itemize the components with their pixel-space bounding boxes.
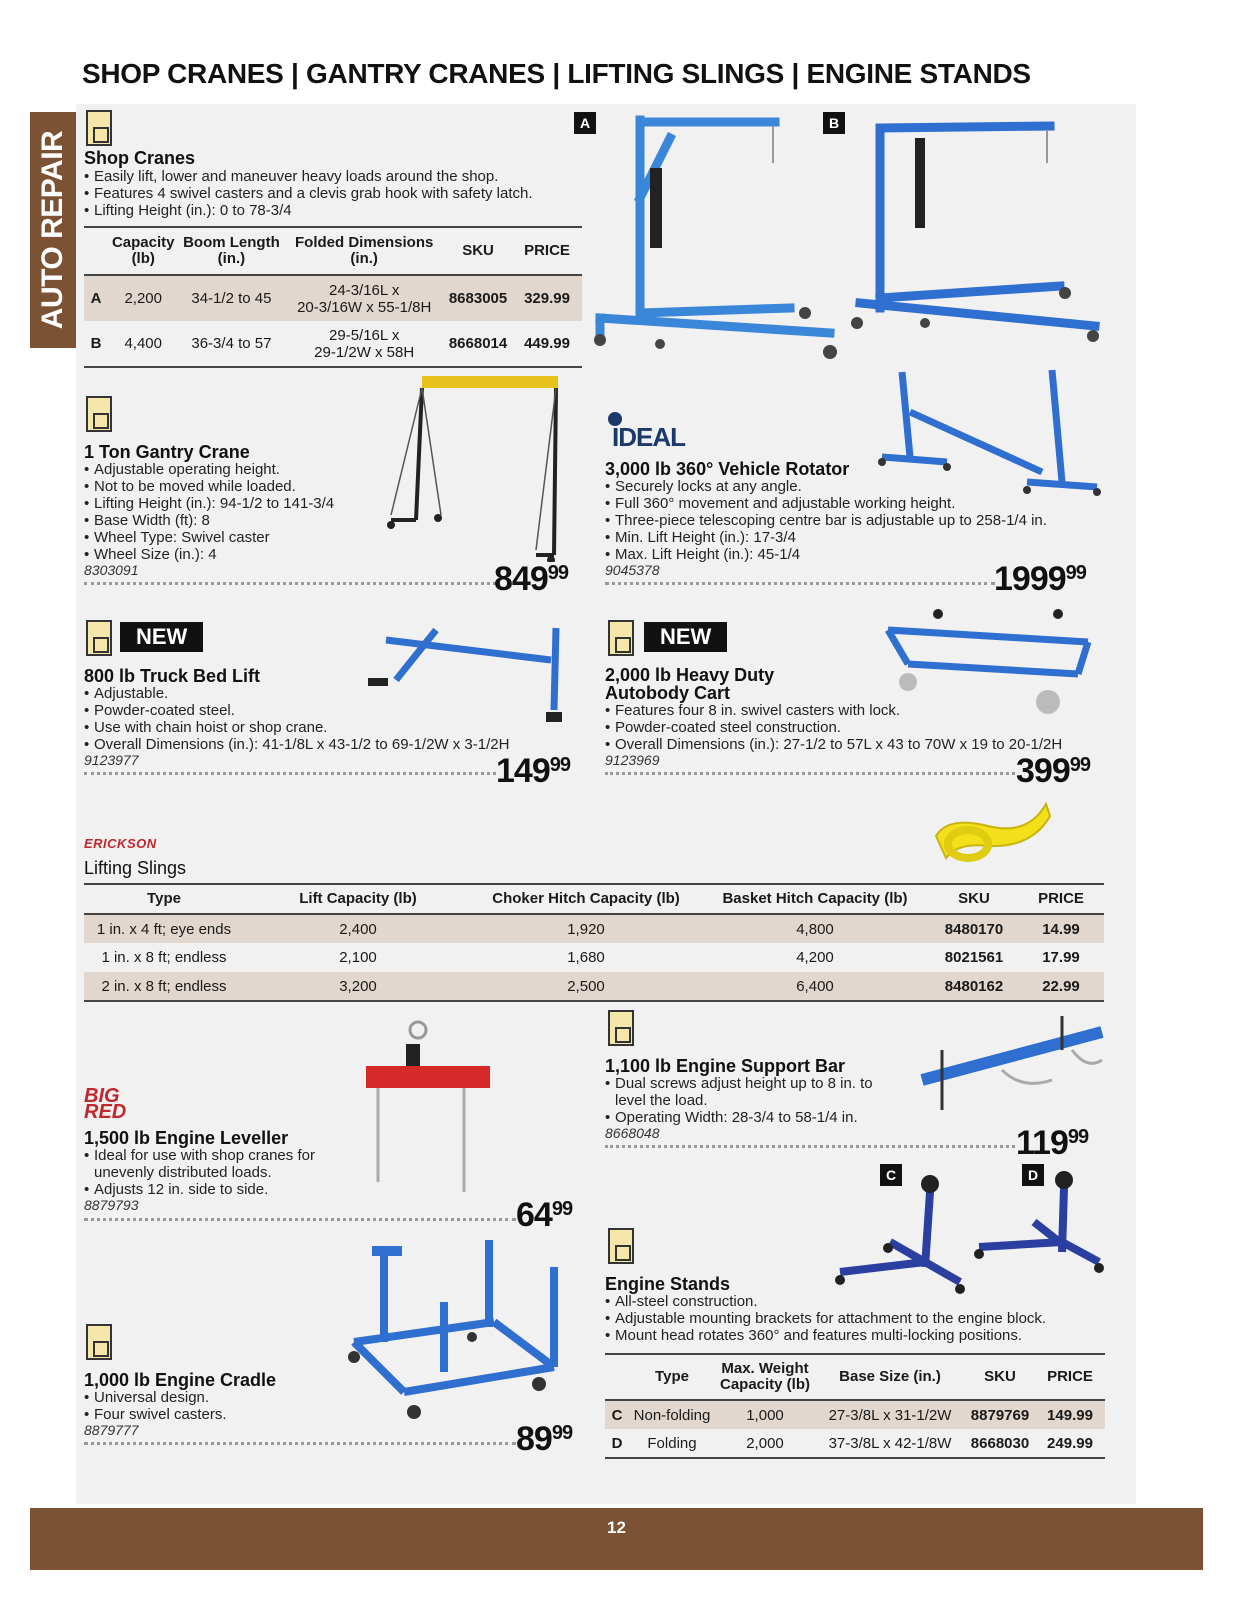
col-header: Choker Hitch Capacity (lb)	[492, 890, 680, 907]
price-dollars: 119	[1016, 1124, 1068, 1162]
bullet: • Use with chain hoist or shop crane.	[84, 719, 564, 736]
bullet: • Overall Dimensions (in.): 41-1/8L x 43-1/2 to 69-1/2W x 3-1/2H	[84, 736, 564, 753]
table-row	[605, 1429, 1105, 1458]
cell: 24-3/16L x	[329, 281, 400, 299]
cradle-sku: 8879777	[84, 1422, 139, 1438]
bullet: • Features 4 swivel casters and a clevis grab hook with safety latch.	[84, 185, 584, 202]
new-badge: NEW	[120, 622, 203, 652]
power-fist-logo	[608, 1228, 634, 1264]
cradle-title: 1,000 lb Engine Cradle	[84, 1370, 277, 1390]
cell: 4,400	[124, 335, 162, 352]
cell-sku: 8480170	[930, 914, 1018, 943]
price-dollars: 1999	[994, 560, 1066, 598]
price-dollars: 149	[496, 752, 550, 790]
bullet: • Dual screws adjust height up to 8 in. to level the load.	[605, 1075, 895, 1109]
ideal-logo	[608, 412, 685, 452]
price-dollars: 399	[1016, 752, 1070, 790]
cell: 3,200	[244, 972, 472, 1001]
bullet: • Powder-coated steel construction.	[605, 719, 1105, 736]
cell: 2 in. x 8 ft; endless	[84, 972, 244, 1001]
divider	[605, 582, 995, 585]
bullet: • Easily lift, lower and maneuver heavy loads around the shop.	[84, 168, 584, 185]
gantry-bullets	[84, 461, 394, 563]
col-header: PRICE	[1047, 1368, 1093, 1385]
rotator-title: 3,000 lb 360° Vehicle Rotator	[605, 459, 850, 479]
truckbed-price	[496, 752, 570, 791]
cell-sku: 8683005	[444, 275, 512, 321]
shop-cranes-title: Shop Cranes	[84, 148, 196, 168]
side-tab-label: AUTO REPAIR	[36, 130, 69, 330]
cell: 29-5/16L x	[329, 326, 400, 344]
bullet: • Securely locks at any angle.	[605, 478, 1105, 495]
divider	[605, 772, 1015, 775]
support-bar-title: 1,100 lb Engine Support Bar	[605, 1056, 846, 1076]
cell-price: 149.99	[1035, 1400, 1105, 1429]
bullet: • Wheel Size (in.): 4	[84, 546, 394, 563]
bullet: • Ideal for use with shop cranes for unevenly distributed loads.	[84, 1147, 346, 1181]
cell: 27-3/8L x 31-1/2W	[815, 1400, 965, 1429]
col-header: SKU	[462, 242, 494, 259]
bullet: • Base Width (ft): 8	[84, 512, 394, 529]
cell-price: 17.99	[1042, 949, 1080, 966]
divider	[84, 582, 496, 585]
power-fist-logo	[86, 1324, 112, 1360]
side-tab	[30, 112, 76, 348]
col-header: Basket Hitch Capacity (lb)	[722, 890, 908, 907]
engine-cradle-image	[344, 1232, 570, 1428]
bullet: • Min. Lift Height (in.): 17-3/4	[605, 529, 1105, 546]
gantry-title: 1 Ton Gantry Crane	[84, 442, 250, 462]
autobody-bullets	[605, 702, 1105, 753]
leveller-sku: 8879793	[84, 1197, 139, 1213]
bullet: • Features four 8 in. swivel casters with lock.	[605, 702, 1105, 719]
engine-stand-c-image	[830, 1162, 968, 1294]
rotator-price	[994, 560, 1086, 599]
bullet: • Lifting Height (in.): 0 to 78-3/4	[84, 202, 584, 219]
row-key: C	[605, 1400, 629, 1429]
bullet: • Not to be moved while loaded.	[84, 478, 394, 495]
truckbed-title: 800 lb Truck Bed Lift	[84, 666, 261, 686]
cell: Folding	[647, 1434, 697, 1452]
cell: 1,000	[715, 1400, 815, 1429]
cell: 34-1/2 to 45	[179, 275, 285, 321]
cell: 29-1/2W x 58H	[314, 343, 415, 361]
cell: 1 in. x 4 ft; eye ends	[84, 914, 244, 943]
cell: 6,400	[700, 972, 930, 1001]
bullet: • Adjustable.	[84, 685, 564, 702]
divider	[84, 1442, 516, 1445]
power-fist-logo	[608, 620, 634, 656]
cell-sku: 8668014	[448, 335, 508, 352]
divider	[84, 1218, 516, 1221]
cell: 2,500	[472, 972, 700, 1001]
image-label-a: A	[574, 112, 596, 134]
cell: 2,400	[244, 914, 472, 943]
cell-sku: 8668030	[970, 1434, 1030, 1452]
cell: 4,200	[796, 949, 834, 966]
col-header: Lift Capacity (lb)	[299, 890, 417, 907]
autobody-sku: 9123969	[605, 752, 660, 768]
table-row	[84, 914, 1104, 943]
col-header: Type	[147, 890, 181, 907]
rotator-sku: 9045378	[605, 562, 660, 578]
table-row	[84, 972, 1104, 1001]
col-header: PRICE	[524, 242, 570, 259]
bullet: • Adjustable mounting brackets for attachment to the engine block.	[605, 1310, 1105, 1327]
bullet: • Operating Width: 28-3/4 to 58-1/4 in.	[605, 1109, 895, 1126]
col-header: SKU	[958, 890, 990, 907]
col-header: Folded Dimensions (in.)	[295, 234, 434, 267]
divider	[84, 772, 496, 775]
bullet: • Adjustable operating height.	[84, 461, 394, 478]
stands-title: Engine Stands	[605, 1274, 731, 1294]
power-fist-logo	[86, 396, 112, 432]
leveller-bullets	[84, 1147, 346, 1198]
cell-sku: 8021561	[944, 949, 1004, 966]
cell: Non-folding	[629, 1400, 715, 1429]
cell-price: 22.99	[1018, 972, 1104, 1001]
cell-price: 14.99	[1018, 914, 1104, 943]
price-cents: 99	[549, 754, 570, 776]
cell: 2,000	[746, 1434, 784, 1452]
col-header: Type	[655, 1368, 689, 1385]
support-bar-bullets	[605, 1075, 895, 1126]
table-row	[84, 321, 582, 367]
power-fist-logo	[86, 620, 112, 656]
price-cents: 99	[1065, 562, 1086, 584]
autobody-title	[605, 666, 774, 702]
bullet: • All-steel construction.	[605, 1293, 1105, 1310]
table-row	[84, 275, 582, 321]
bullet: • Mount head rotates 360° and features multi-locking positions.	[605, 1327, 1105, 1344]
support-bar-sku: 8668048	[605, 1125, 660, 1141]
big-red-logo: BIG RED	[84, 1085, 127, 1123]
table-row	[605, 1400, 1105, 1429]
shop-cranes-bullets	[84, 168, 584, 219]
cell: 36-3/4 to 57	[191, 335, 272, 352]
row-key: D	[611, 1434, 623, 1452]
stands-bullets	[605, 1293, 1105, 1344]
price-cents: 99	[551, 1198, 573, 1220]
engine-stand-d-image	[974, 1162, 1108, 1284]
autobody-price	[1016, 752, 1090, 791]
col-header: Boom Length (in.)	[183, 234, 280, 267]
row-key: A	[84, 275, 108, 321]
gantry-price	[494, 560, 568, 599]
gantry-crane-image	[386, 370, 566, 562]
bullet: • Wheel Type: Swivel caster	[84, 529, 394, 546]
slings-table	[84, 883, 1104, 1002]
bullet: • Lifting Height (in.): 94-1/2 to 141-3/4	[84, 495, 394, 512]
cell-price: 449.99	[524, 335, 570, 352]
cradle-bullets	[84, 1389, 334, 1423]
price-cents: 99	[547, 562, 568, 584]
page-title: SHOP CRANES | GANTRY CRANES | LIFTING SLINGS | ENGINE STANDS	[82, 58, 1031, 89]
power-fist-logo	[608, 1010, 634, 1046]
image-label-d: D	[1022, 1164, 1044, 1186]
stands-table	[605, 1353, 1105, 1459]
power-fist-logo	[86, 110, 112, 146]
cell: 2,200	[108, 275, 179, 321]
price-dollars: 89	[516, 1420, 552, 1458]
cell: 1,920	[472, 914, 700, 943]
col-header: PRICE	[1038, 890, 1084, 907]
engine-leveller-image	[356, 1012, 496, 1196]
truckbed-sku: 9123977	[84, 752, 139, 768]
col-header: Base Size (in.)	[839, 1368, 941, 1385]
table-row	[84, 943, 1104, 972]
cell: 2,100	[339, 949, 377, 966]
cell-price: 329.99	[512, 275, 582, 321]
bullet: • Full 360° movement and adjustable working height.	[605, 495, 1105, 512]
new-badge: NEW	[644, 622, 727, 652]
slings-title: Lifting Slings	[84, 858, 187, 878]
image-label-b: B	[823, 112, 845, 134]
cell: 1,680	[567, 949, 605, 966]
bullet: • Overall Dimensions (in.): 27-1/2 to 57L x 43 to 70W x 19 to 20-1/2H	[605, 736, 1105, 753]
brand-text: IDEAL	[612, 422, 685, 452]
price-dollars: 849	[494, 560, 548, 598]
support-bar-price	[1016, 1124, 1088, 1163]
cradle-price	[516, 1420, 572, 1459]
leveller-price	[516, 1196, 572, 1235]
cell: 1 in. x 8 ft; endless	[101, 949, 227, 966]
page-number: 12	[607, 1518, 626, 1537]
col-header: Max. Weight Capacity (lb)	[719, 1360, 810, 1393]
truckbed-bullets	[84, 685, 564, 753]
lifting-sling-image	[928, 796, 1056, 874]
row-key: B	[90, 335, 102, 352]
bullet: • Adjusts 12 in. side to side.	[84, 1181, 346, 1198]
bullet: • Four swivel casters.	[84, 1406, 334, 1423]
title-line: Autobody Cart	[605, 683, 730, 703]
price-dollars: 64	[516, 1196, 552, 1234]
cell: 4,800	[700, 914, 930, 943]
shop-crane-b-image	[845, 108, 1107, 346]
rotator-bullets	[605, 478, 1105, 563]
cell: 37-3/8L x 42-1/8W	[828, 1434, 952, 1452]
price-cents: 99	[551, 1422, 573, 1444]
price-cents: 99	[1069, 754, 1090, 776]
bullet: • Universal design.	[84, 1389, 334, 1406]
cell-sku: 8480162	[930, 972, 1018, 1001]
col-header: SKU	[984, 1368, 1016, 1385]
bullet: • Powder-coated steel.	[84, 702, 564, 719]
col-header: Capacity (lb)	[111, 234, 175, 267]
shop-crane-a-image	[590, 108, 840, 364]
cell-price: 249.99	[1047, 1434, 1093, 1452]
leveller-title: 1,500 lb Engine Leveller	[84, 1128, 289, 1148]
bullet: • Three-piece telescoping centre bar is adjustable up to 258-1/4 in.	[605, 512, 1105, 529]
title-line: 2,000 lb Heavy Duty	[605, 665, 775, 685]
bullet: • Max. Lift Height (in.): 45-1/4	[605, 546, 1105, 563]
cell-sku: 8879769	[965, 1400, 1035, 1429]
gantry-sku: 8303091	[84, 562, 139, 578]
engine-support-bar-image	[912, 1010, 1108, 1122]
cell: 20-3/16W x 55-1/8H	[297, 298, 432, 316]
erickson-logo: ERICKSON	[84, 836, 157, 851]
price-cents: 99	[1067, 1126, 1089, 1148]
shop-cranes-table	[84, 226, 582, 368]
image-label-c: C	[880, 1164, 902, 1186]
divider	[605, 1145, 1015, 1148]
